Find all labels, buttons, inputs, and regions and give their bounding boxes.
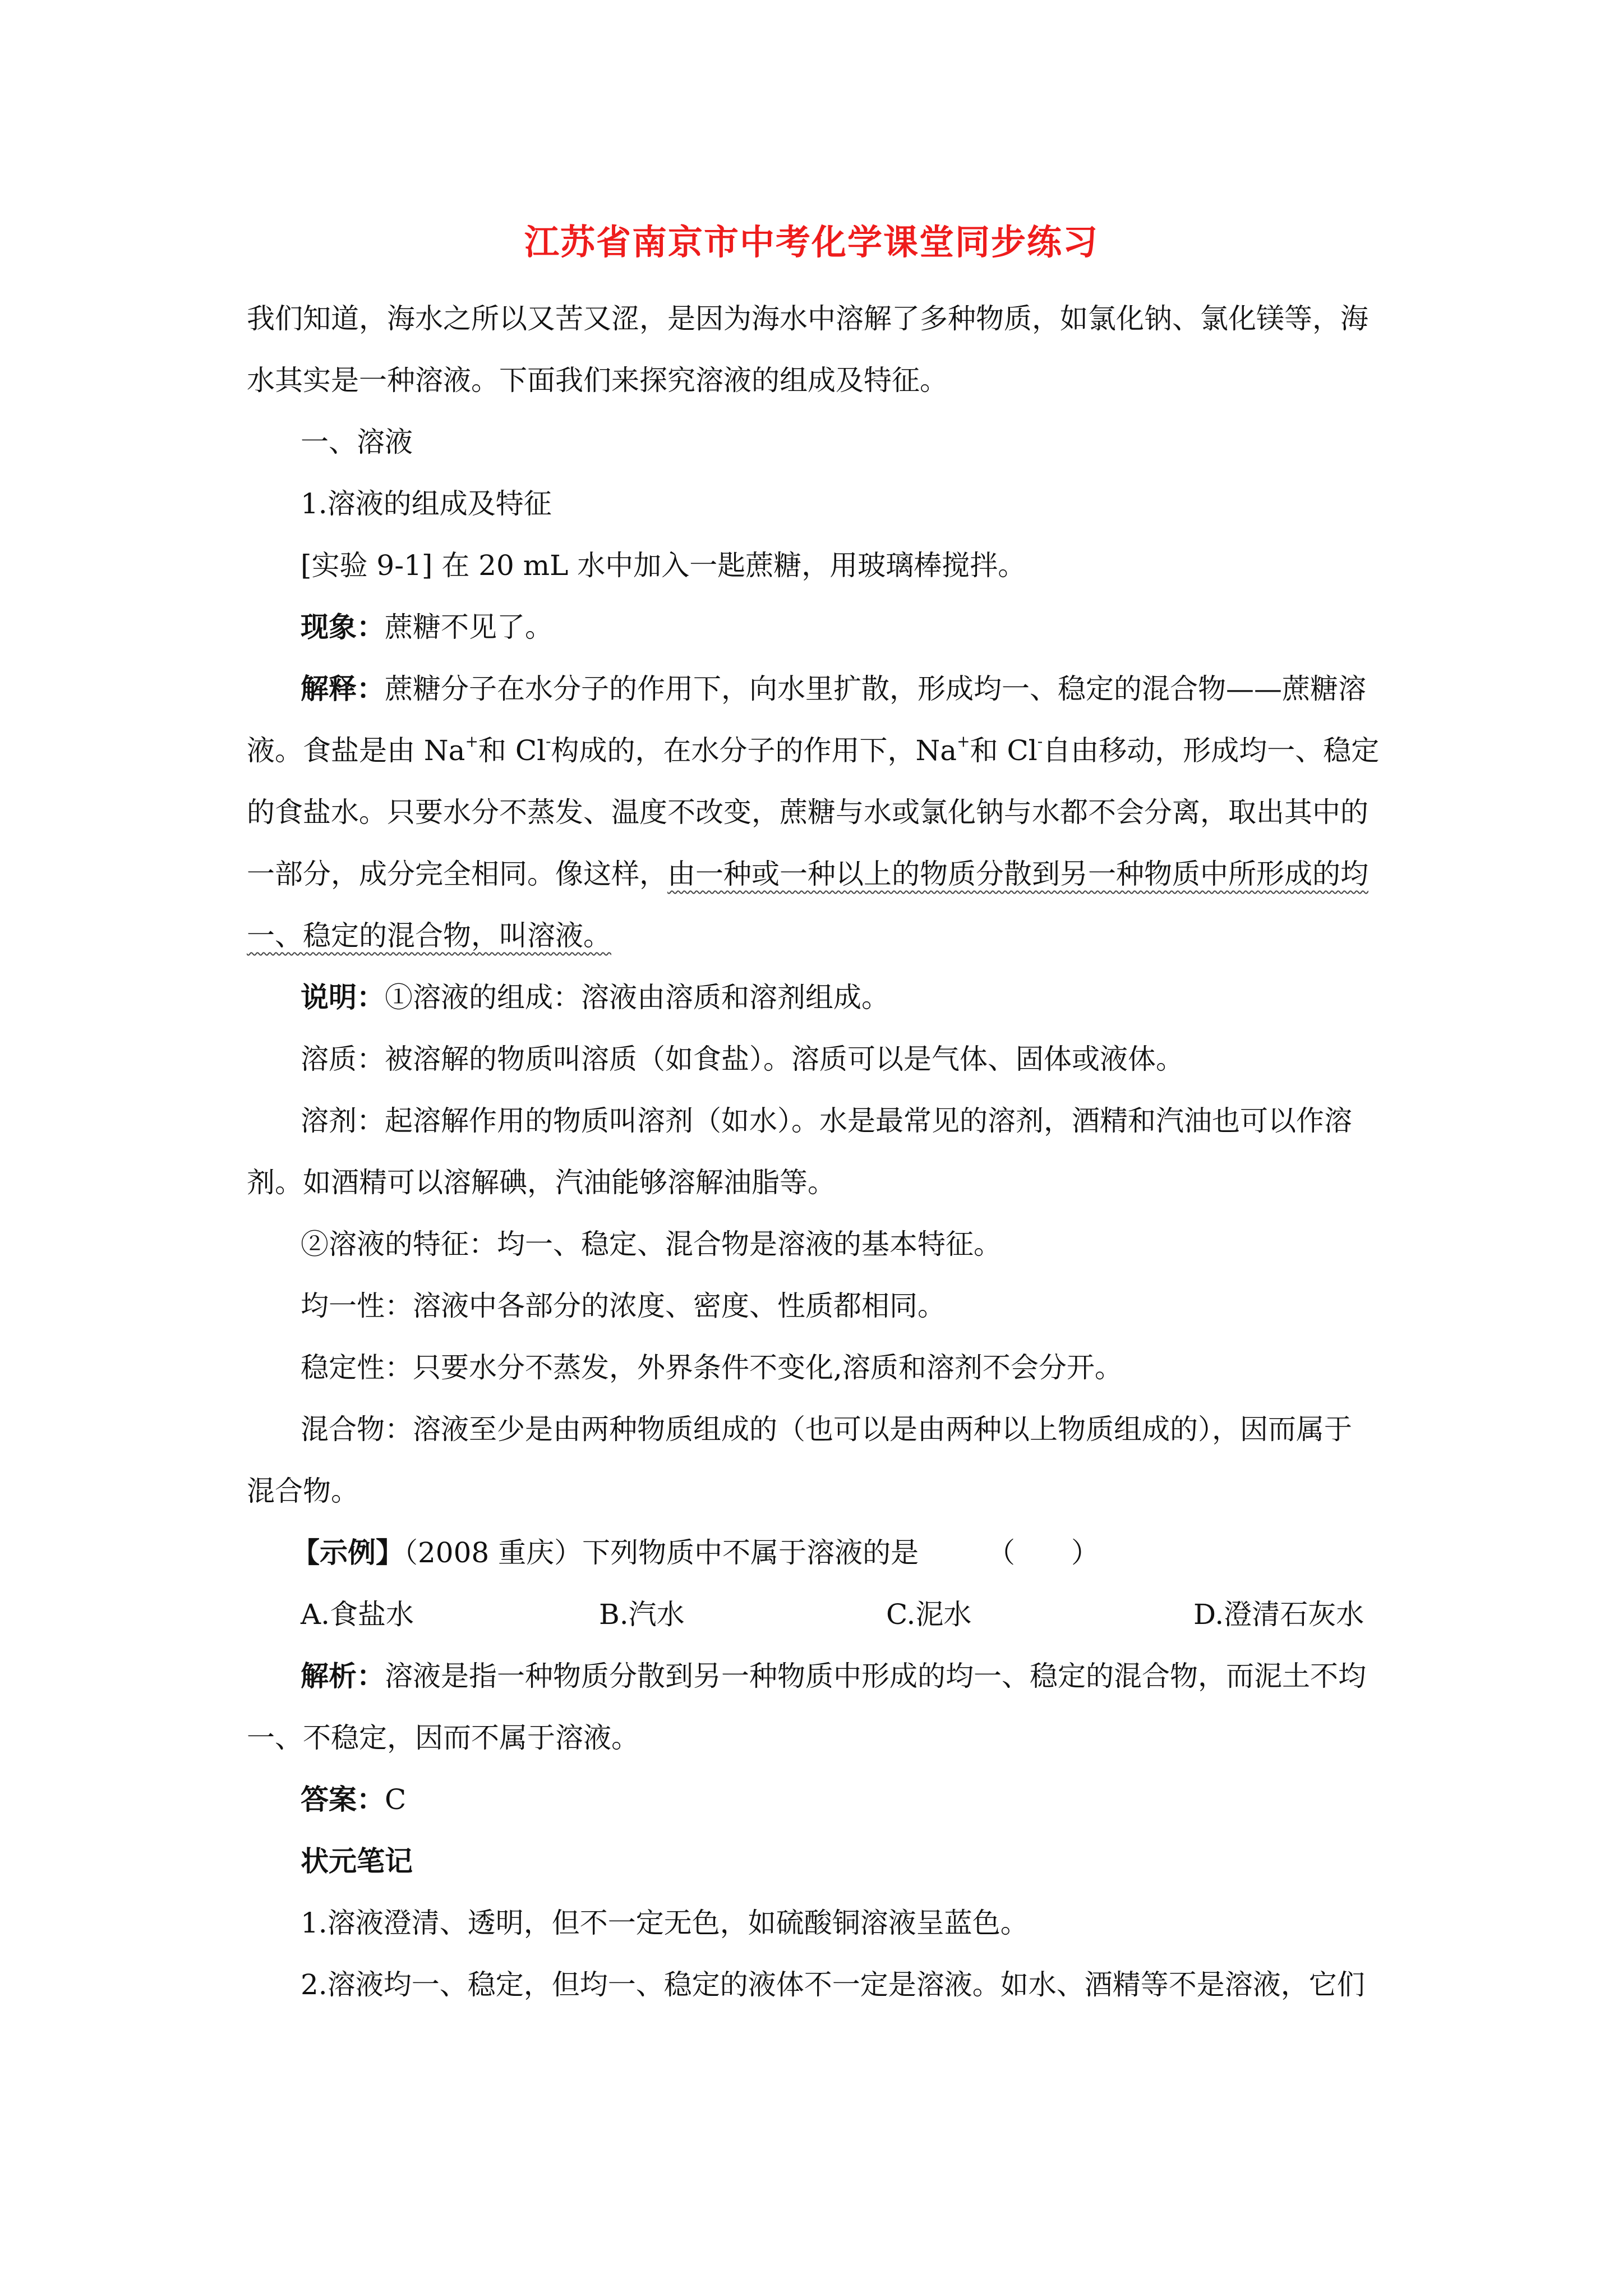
answer-label: 答案： (301, 1783, 385, 1816)
definition-underlined-end: 一、稳定的混合物，叫溶液。 (247, 919, 611, 952)
superscript-plus: + (957, 732, 970, 751)
option-d: D.澄清石灰水 (1193, 1598, 1364, 1631)
explanation-label: 解释： (301, 672, 385, 705)
explanation-line-4 (247, 856, 1368, 892)
note-label: 说明： (301, 981, 385, 1014)
notes-heading: 状元笔记 (301, 1844, 413, 1878)
note-item-1: 1.溶液澄清、透明，但不一定无色，如硫酸铜溶液呈蓝色。 (301, 1907, 1029, 1939)
note-line (301, 979, 889, 1015)
answer-value: C (385, 1783, 407, 1816)
experiment-text: [实验 9-1] 在 20 mL 水中加入一匙蔗糖，用玻璃棒搅拌。 (301, 549, 1026, 582)
explanation-line-3: 的食盐水。只要水分不蒸发、温度不改变，蔗糖与水或氯化钠与水都不会分离，取出其中的 (247, 796, 1368, 829)
intro-line-2: 水其实是一种溶液。下面我们来探究溶液的组成及特征。 (247, 364, 948, 397)
option-a: A.食盐水 (301, 1598, 414, 1631)
solvent-line-2: 剂。如酒精可以溶解碘，汽油能够溶解油脂等。 (247, 1166, 836, 1199)
superscript-minus: - (546, 732, 551, 751)
superscript-minus: - (1037, 732, 1043, 751)
stable-line: 稳定性：只要水分不蒸发，外界条件不变化,溶质和溶剂不会分开。 (301, 1351, 1123, 1384)
example-line (292, 1535, 919, 1571)
explanation-text-2d: 和 Cl (970, 734, 1038, 767)
explanation-text-2c: 构成的，在水分子的作用下，Na (551, 734, 957, 767)
option-c: C.泥水 (886, 1598, 972, 1631)
phenomenon-line (301, 609, 553, 645)
analysis-line-2: 一、不稳定，因而不属于溶液。 (247, 1722, 639, 1754)
analysis-line-1 (301, 1658, 1366, 1694)
uniform-line: 均一性：溶液中各部分的浓度、密度、性质都相同。 (301, 1290, 946, 1322)
section-heading: 一、溶液 (301, 426, 413, 458)
mixture-line-2: 混合物。 (247, 1475, 359, 1507)
solvent-line-1: 溶剂：起溶解作用的物质叫溶剂（如水）。水是最常见的溶剂，酒精和汽油也可以作溶 (301, 1105, 1352, 1137)
definition-underlined: 由一种或一种以上的物质分散到另一种物质中所形成的均 (667, 858, 1368, 890)
note-item-2: 2.溶液均一、稳定，但均一、稳定的液体不一定是溶液。如水、酒精等不是溶液，它们 (301, 1968, 1365, 2001)
phenomenon-label: 现象： (301, 610, 385, 643)
note-composition: ①溶液的组成：溶液由溶质和溶剂组成。 (385, 981, 889, 1014)
answer-blank: （ ） (987, 1536, 1099, 1569)
features-line: ②溶液的特征：均一、稳定、混合物是溶液的基本特征。 (301, 1228, 1002, 1260)
phenomenon-text: 蔗糖不见了。 (385, 611, 553, 643)
explanation-text-1: 蔗糖分子在水分子的作用下，向水里扩散，形成均一、稳定的混合物——蔗糖溶 (385, 673, 1366, 705)
analysis-text-1: 溶液是指一种物质分散到另一种物质中形成的均一、稳定的混合物，而泥土不均 (385, 1660, 1366, 1692)
document-title: 江苏省南京市中考化学课堂同步练习 (524, 222, 1099, 263)
solute-line: 溶质：被溶解的物质叫溶质（如食盐）。溶质可以是气体、固体或液体。 (301, 1043, 1184, 1075)
option-b: B.汽水 (599, 1598, 685, 1631)
example-question: （2008 重庆）下列物质中不属于溶液的是 (404, 1536, 919, 1569)
explanation-line-5 (247, 918, 611, 954)
superscript-plus: + (465, 732, 478, 751)
subsection-heading: 1.溶液的组成及特征 (301, 487, 552, 520)
mixture-line-1: 混合物：溶液至少是由两种物质组成的（也可以是由两种以上物质组成的），因而属于 (301, 1413, 1352, 1446)
explanation-line-2 (247, 733, 1379, 769)
explanation-text-2a: 液。食盐是由 Na (247, 734, 465, 767)
explanation-text-2e: 自由移动，形成均一、稳定 (1043, 734, 1380, 767)
answer-line (301, 1782, 406, 1818)
explanation-text-2b: 和 Cl (478, 734, 546, 767)
intro-line-1: 我们知道，海水之所以又苦又涩，是因为海水中溶解了多种物质，如氯化钠、氯化镁等，海 (247, 302, 1368, 335)
explanation-line-1 (301, 671, 1366, 707)
explanation-text-4a: 一部分，成分完全相同。像这样， (247, 858, 667, 890)
example-label: 【示例】 (292, 1536, 404, 1569)
analysis-label: 解析： (301, 1659, 385, 1692)
